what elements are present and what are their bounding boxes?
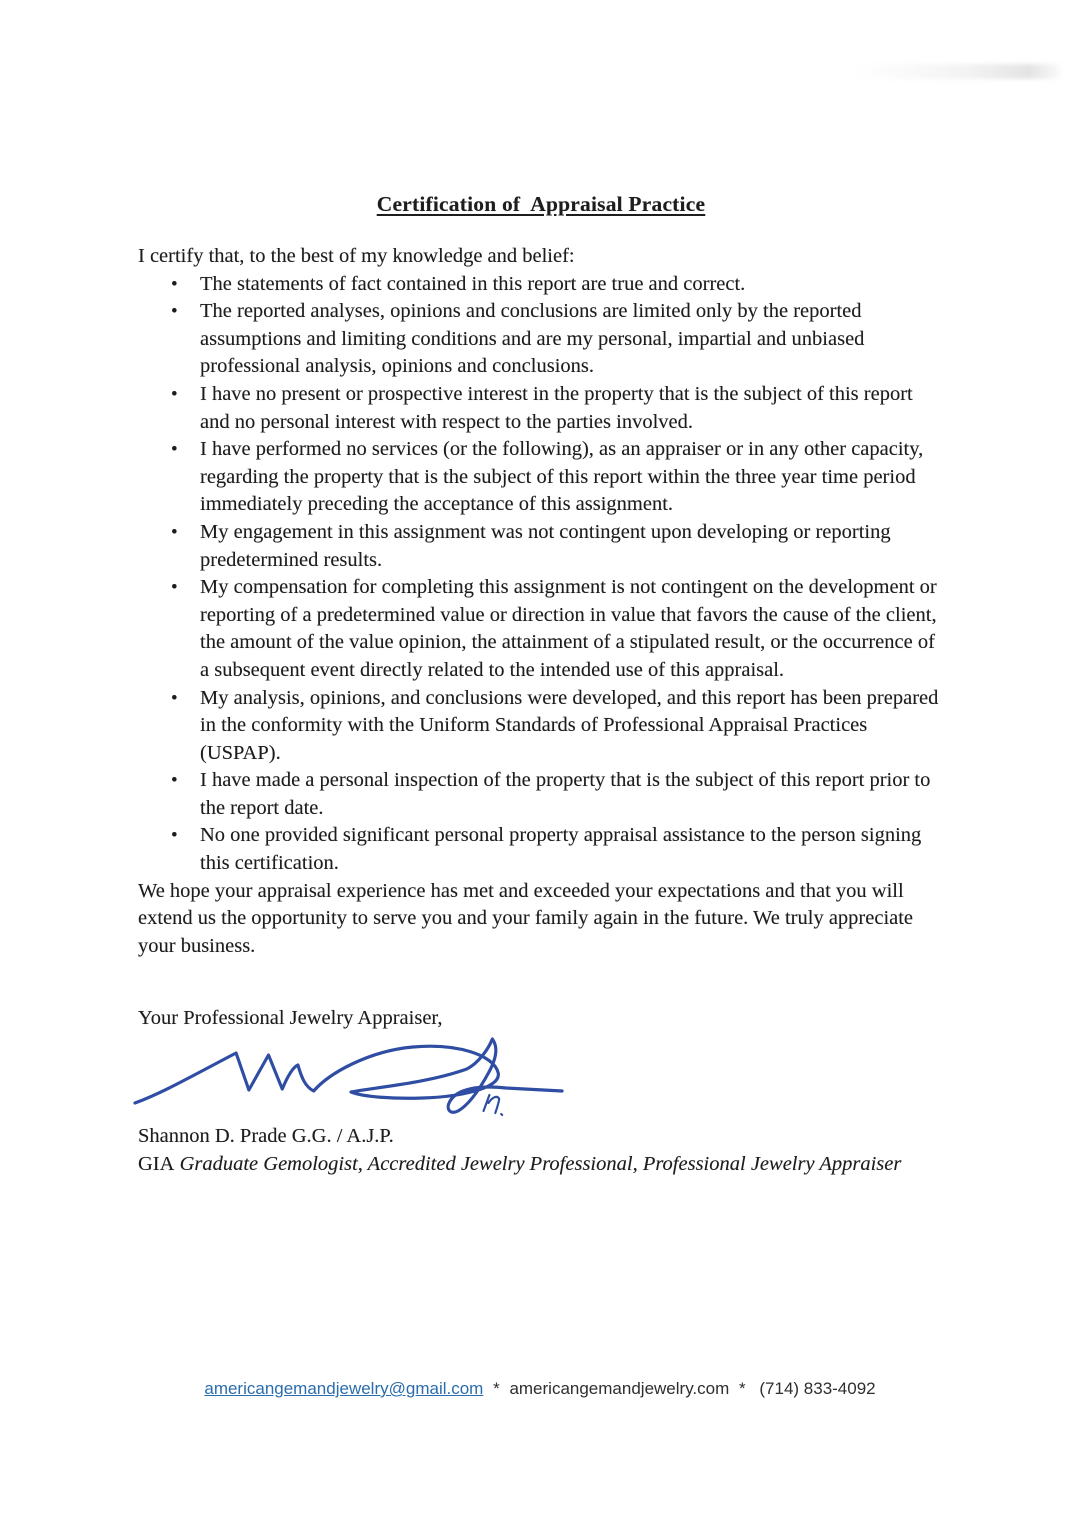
closing-paragraph: We hope your appraisal experience has met and exceeded your expectations and that you will extend us the opportunity to serve you and your family again in the future. We truly appreciate your business.	[138, 879, 914, 957]
bullet-text: I have made a personal inspection of the property that is the subject of this report prior to the report date.	[200, 769, 931, 819]
certification-item	[138, 767, 944, 822]
letter-content	[138, 192, 944, 1178]
bullet-text: My compensation for completing this assignment is not contingent on the development or reporting of a predetermined value or direction in value that favors the cause of the client, the amount of the value opinion, the attainment of a stipulated result, or the occurrence of a subsequent event directly related to the intended use of this appraisal.	[200, 576, 937, 681]
intro-text: I certify that, to the best of my knowledge and belief:	[138, 245, 575, 267]
phone-text: (714) 833-4092	[759, 1379, 876, 1398]
bullet-text: The reported analyses, opinions and conclusions are limited only by the reported assumptions and limiting conditions and are my personal, impartial and unbiased professional analysis, opinions and conclusions.	[200, 300, 865, 378]
footer	[0, 1379, 1080, 1399]
signatory-credentials	[138, 1151, 944, 1179]
certification-item	[138, 298, 944, 381]
bullet-text: My engagement in this assignment was not contingent upon developing or reporting predetermined results.	[200, 520, 891, 571]
bullet-text: My analysis, opinions, and conclusions were developed, and this report has been prepared in the conformity with the Uniform Standards of Professional Appraisal Practices (USPAP).	[200, 686, 939, 764]
website-text: americangemandjewelry.com	[509, 1379, 730, 1398]
bullet-text: The statements of fact contained in this report are true and correct.	[200, 272, 746, 295]
certification-list	[138, 271, 944, 878]
certification-item	[138, 271, 944, 299]
certification-item	[138, 519, 944, 574]
bullet-text: No one provided significant personal property appraisal assistance to the person signing this certification.	[200, 824, 922, 875]
email-link[interactable]: americangemandjewelry@gmail.com	[204, 1379, 484, 1398]
bullet-text: I have no present or prospective interest in the property that is the subject of this report and no personal interest with respect to the parties involved.	[200, 382, 913, 433]
footer-separator: *	[739, 1379, 746, 1398]
document-title: Certification of Appraisal Practice	[376, 192, 706, 216]
certification-item	[138, 685, 944, 768]
signature-initials-stroke	[484, 1095, 503, 1115]
certification-item	[138, 436, 944, 519]
footer-separator: *	[493, 1379, 500, 1398]
signatory-name: Shannon D. Prade G.G. / A.J.P.	[138, 1125, 394, 1148]
certification-item	[138, 822, 944, 877]
bullet-text: I have performed no services (or the following), as an appraiser or in any other capacity, regarding the property that is the subject of this report within the three year time period immediately preceding the acceptance of this assignment.	[200, 438, 924, 516]
signature-image	[133, 1035, 944, 1117]
scan-artifact-smudge	[855, 64, 1060, 79]
credentials-detail: Graduate Gemologist, Accredited Jewelry Professional, Professional Jewelry Appraiser	[179, 1152, 902, 1175]
salutation-text: Your Professional Jewelry Appraiser,	[138, 1007, 443, 1030]
certification-item	[138, 574, 944, 684]
certification-item	[138, 381, 944, 436]
credentials-org: GIA	[138, 1152, 175, 1175]
signature-svg	[133, 1035, 565, 1117]
